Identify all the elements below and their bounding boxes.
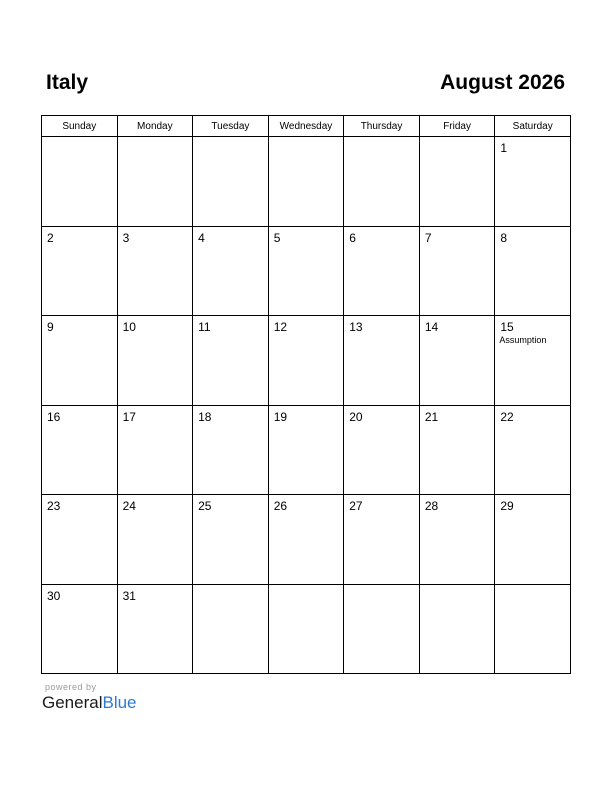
day-number [269,585,344,589]
day-cell [344,316,420,406]
generalblue-logo [42,693,137,713]
day-number: 8 [500,230,508,245]
day-number [420,137,495,141]
day-number: 17 [122,409,136,424]
day-number [495,585,570,589]
day-cell [495,226,571,316]
day-cell [117,226,193,316]
day-number: 31 [122,588,136,603]
day-cell [268,584,344,674]
day-number: 2 [47,230,54,245]
weekday-thursday: Thursday [344,116,420,137]
day-cell [42,584,118,674]
day-cell [42,226,118,316]
brand-general-text: General [42,693,103,712]
week-row [42,584,571,674]
day-number: 9 [47,320,54,334]
holiday-label: Assumption [499,335,547,345]
week-row [42,405,571,495]
day-cell [193,316,269,406]
weekday-tuesday: Tuesday [193,116,269,137]
day-cell [42,405,118,495]
weekday-wednesday: Wednesday [268,116,344,137]
day-number: 13 [349,320,363,334]
day-number: 12 [273,320,288,334]
weekday-saturday: Saturday [495,116,571,137]
day-number: 16 [47,409,61,424]
day-cell [268,316,344,406]
day-cell [419,316,495,406]
day-cell [344,137,420,227]
day-number [42,137,117,141]
day-cell [268,405,344,495]
day-number [420,585,495,589]
day-cell [117,584,193,674]
weekday-monday: Monday [117,116,193,137]
day-number: 21 [424,409,439,424]
day-cell [193,226,269,316]
day-cell [268,226,344,316]
day-cell [268,495,344,585]
day-number: 15 [500,320,514,334]
country-title: Italy [46,71,89,94]
day-number [118,137,193,141]
day-number: 25 [198,499,212,513]
day-number: 27 [349,499,363,513]
day-cell [419,137,495,227]
brand-blue-text: Blue [102,693,137,712]
day-cell [193,137,269,227]
day-number: 23 [47,499,61,513]
day-number [193,137,268,141]
day-cell [117,405,193,495]
day-number: 20 [349,409,363,424]
day-cell [344,405,420,495]
day-cell [495,584,571,674]
day-cell [344,584,420,674]
week-row [42,316,571,406]
calendar-body [42,137,571,674]
month-year-title: August 2026 [440,71,565,94]
day-cell [495,316,571,406]
day-cell [419,226,495,316]
day-cell [193,495,269,585]
day-number: 30 [47,588,61,603]
week-row [42,137,571,227]
day-cell [495,137,571,227]
day-number: 5 [273,230,281,245]
day-number: 6 [349,230,356,245]
week-row [42,495,571,585]
week-row [42,226,571,316]
day-cell [495,405,571,495]
powered-by-label: powered by [45,682,97,692]
day-cell [419,405,495,495]
day-number: 22 [500,409,514,424]
day-cell [42,137,118,227]
day-cell [117,316,193,406]
day-number: 3 [122,230,130,245]
day-cell [344,495,420,585]
day-cell [42,495,118,585]
day-number [344,137,419,141]
day-cell [268,137,344,227]
day-number: 26 [273,499,288,513]
day-cell [117,137,193,227]
day-number [193,585,268,589]
day-number: 18 [198,409,212,424]
day-cell [117,495,193,585]
day-cell [419,495,495,585]
day-number: 7 [424,230,432,245]
day-cell [193,584,269,674]
day-number: 11 [198,320,211,334]
day-number: 1 [500,141,508,155]
day-number: 29 [500,499,514,513]
day-number: 10 [122,320,136,334]
day-number [269,137,344,141]
calendar-grid [41,115,571,674]
day-number: 14 [424,320,439,334]
day-cell [495,495,571,585]
day-number [344,585,419,589]
weekday-friday: Friday [419,116,495,137]
day-cell [193,405,269,495]
weekday-header-row [42,116,571,137]
day-number: 24 [122,499,136,513]
day-cell [419,584,495,674]
day-cell [344,226,420,316]
day-number: 28 [424,499,439,513]
day-cell [42,316,118,406]
day-number: 19 [273,409,288,424]
weekday-sunday: Sunday [42,116,118,137]
day-number: 4 [198,230,205,245]
